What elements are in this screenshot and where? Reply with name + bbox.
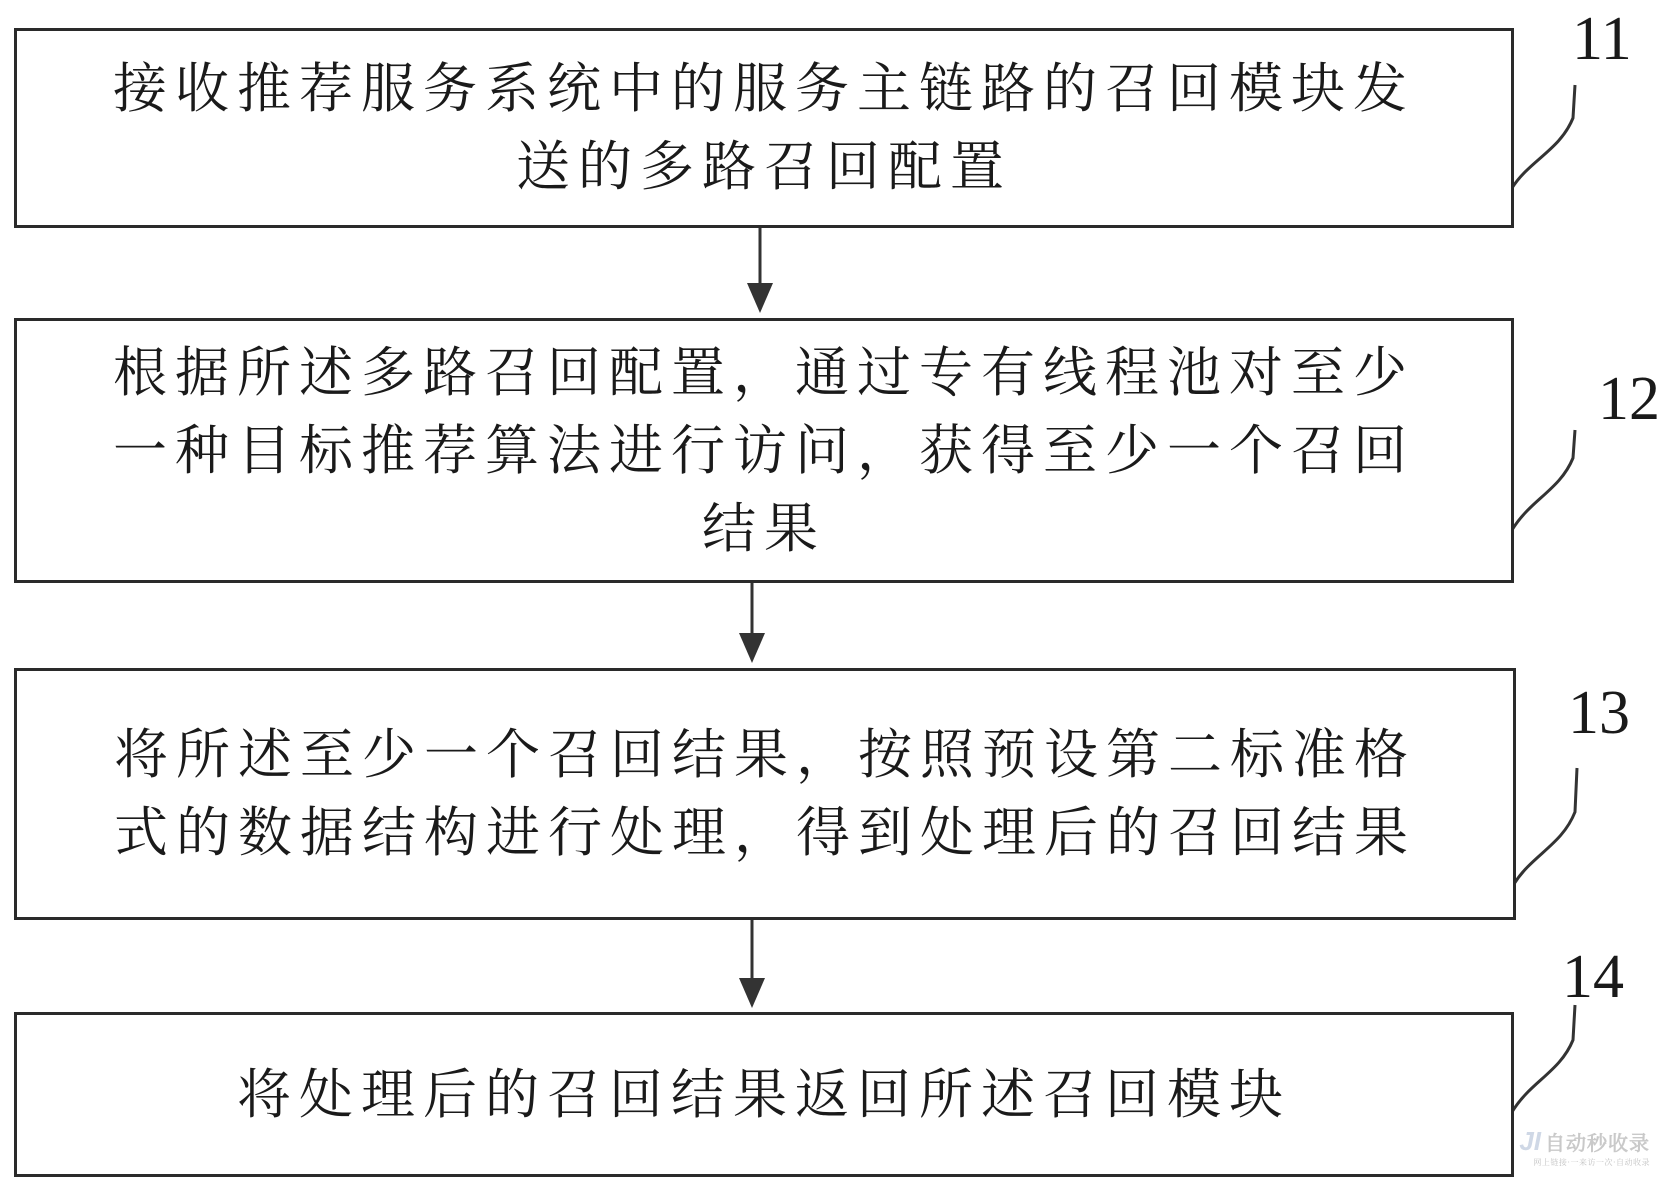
watermark-row xyxy=(1519,1126,1650,1157)
watermark xyxy=(1498,1126,1650,1176)
step-text-12 xyxy=(77,334,1451,568)
step-11-line-1: 接收推荐服务系统中的服务主链路的召回模块发 xyxy=(113,57,1415,120)
leader-line-14 xyxy=(1512,1005,1575,1112)
leader-line-11 xyxy=(1512,85,1575,188)
step-11-line-2: 送的多路召回配置 xyxy=(516,135,1012,198)
arrow-2-to-3 xyxy=(739,581,765,663)
step-13-line-2: 式的数据结构进行处理，得到处理后的召回结果 xyxy=(114,801,1416,864)
step-text-14 xyxy=(201,1056,1327,1134)
step-label-13: 13 xyxy=(1568,679,1630,747)
step-box-14 xyxy=(14,1012,1514,1177)
watermark-title: 自动秒收录 xyxy=(1545,1131,1650,1155)
step-box-12 xyxy=(14,318,1514,583)
step-box-13 xyxy=(14,668,1516,920)
step-text-13 xyxy=(78,716,1452,872)
arrow-3-to-4 xyxy=(739,920,765,1008)
step-label-14: 14 xyxy=(1562,943,1624,1011)
step-label-12: 12 xyxy=(1598,365,1660,433)
leader-line-13 xyxy=(1514,768,1577,884)
watermark-subtitle: 网上链接·一来访一次·自动收录 xyxy=(1533,1158,1650,1167)
leader-line-12 xyxy=(1512,430,1575,530)
step-box-11 xyxy=(14,28,1514,228)
step-12-line-2: 一种目标推荐算法进行访问，获得至少一个召回 xyxy=(113,418,1415,482)
arrow-1-to-2 xyxy=(747,228,773,313)
step-label-11: 11 xyxy=(1572,5,1632,73)
step-14-line-1: 将处理后的召回结果返回所述召回模块 xyxy=(237,1062,1291,1126)
step-13-line-1: 将所述至少一个召回结果，按照预设第二标准格 xyxy=(114,723,1416,786)
watermark-logo-icon: JI xyxy=(1519,1126,1541,1156)
step-12-line-3: 结果 xyxy=(702,496,826,560)
step-text-11 xyxy=(77,50,1451,206)
step-12-line-1: 根据所述多路召回配置，通过专有线程池对至少 xyxy=(113,340,1415,404)
